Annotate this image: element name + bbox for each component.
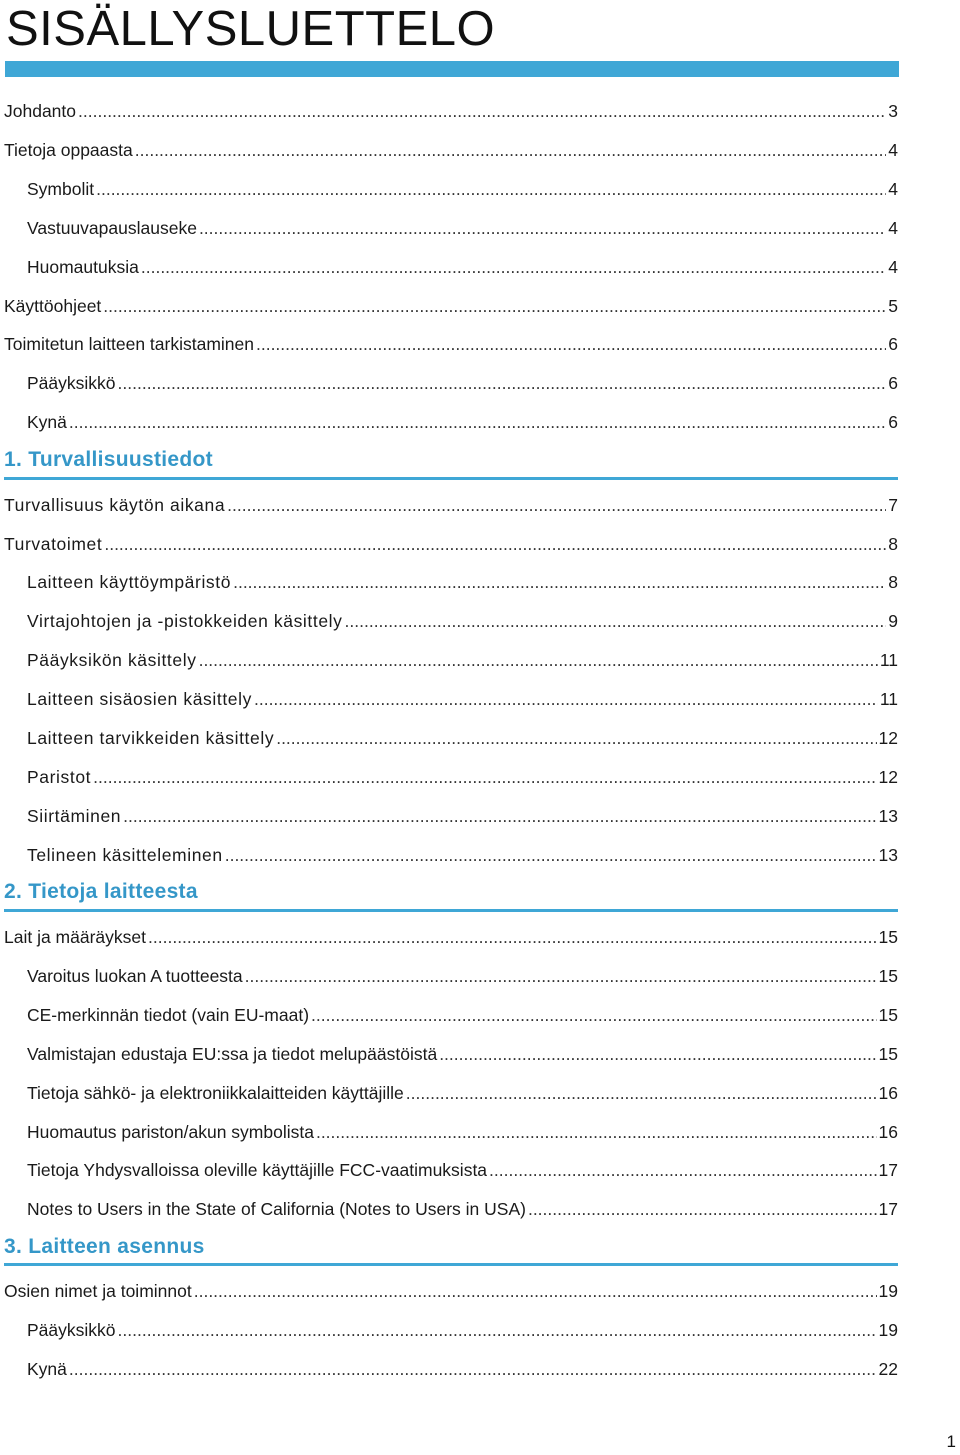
chapter-underline-bar [4, 477, 898, 480]
toc-leader-dots [118, 1317, 877, 1343]
toc-entry-label: Virtajohtojen ja -pistokkeiden käsittely [27, 611, 343, 631]
title-underline-bar [5, 61, 899, 77]
toc-subentry[interactable] [27, 1157, 898, 1183]
chapter-underline-bar [4, 909, 898, 912]
toc-entry-label: Laitteen käyttöympäristö [27, 572, 232, 592]
toc-entry-page: 8 [888, 534, 898, 554]
toc-entry-page: 4 [888, 179, 898, 199]
toc-subentry[interactable] [27, 842, 898, 868]
toc-entry-page: 15 [878, 927, 898, 947]
toc-subentry[interactable] [27, 803, 898, 829]
toc-entry-page: 12 [878, 767, 898, 787]
toc-entry-page: 11 [879, 689, 898, 709]
toc-subentry[interactable] [27, 1317, 898, 1343]
toc-entry-page: 6 [888, 373, 898, 393]
toc-leader-dots [233, 569, 886, 595]
toc-leader-dots [93, 764, 876, 790]
toc-subentry[interactable] [27, 370, 898, 396]
toc-entry[interactable] [4, 293, 898, 319]
toc-entry-label: Symbolit [27, 179, 95, 199]
toc-entry-label: Paristot [27, 767, 92, 787]
toc-entry-page: 4 [888, 140, 898, 160]
toc-entry-label: Lait ja määräykset [4, 927, 147, 947]
toc-leader-dots [489, 1157, 876, 1183]
toc-entry-label: Pääyksikkö [27, 373, 116, 393]
toc-leader-dots [141, 254, 886, 280]
toc-entry[interactable] [4, 331, 898, 357]
toc-subentry[interactable] [27, 215, 898, 241]
toc-entry-label: Tietoja oppaasta [4, 140, 133, 160]
toc-leader-dots [135, 137, 887, 163]
toc-subentry[interactable] [27, 1356, 898, 1382]
toc-entry-label: Kynä [27, 412, 67, 432]
toc-subentry[interactable] [27, 1119, 898, 1145]
toc-entry-page: 12 [878, 728, 898, 748]
toc-entry-label: Pääyksikön käsittely [27, 650, 197, 670]
toc-leader-dots [227, 492, 886, 518]
toc-entry-page: 17 [878, 1160, 898, 1180]
toc-entry-page: 22 [878, 1359, 898, 1379]
toc-leader-dots [118, 370, 887, 396]
toc-leader-dots [103, 293, 886, 319]
toc-subentry[interactable] [27, 254, 898, 280]
toc-leader-dots [123, 803, 876, 829]
toc-subentry[interactable] [27, 1196, 898, 1222]
chapter-heading[interactable]: 1. Turvallisuustiedot [4, 448, 213, 471]
toc-leader-dots [316, 1119, 877, 1145]
toc-entry-label: Laitteen sisäosien käsittely [27, 689, 252, 709]
toc-subentry[interactable] [27, 764, 898, 790]
toc-entry-page: 15 [878, 1005, 898, 1025]
toc-leader-dots [439, 1041, 876, 1067]
toc-leader-dots [148, 924, 877, 950]
toc-entry[interactable] [4, 98, 898, 124]
toc-entry-page: 3 [888, 101, 898, 121]
toc-leader-dots [406, 1080, 877, 1106]
toc-leader-dots [254, 686, 878, 712]
toc-subentry[interactable] [27, 1041, 898, 1067]
chapter-heading[interactable]: 2. Tietoja laitteesta [4, 880, 198, 903]
toc-entry-label: Vastuuvapauslauseke [27, 218, 197, 238]
toc-entry-label: Siirtäminen [27, 806, 122, 826]
toc-leader-dots [199, 647, 878, 673]
toc-leader-dots [225, 842, 877, 868]
toc-entry-label: CE-merkinnän tiedot (vain EU-maat) [27, 1005, 310, 1025]
toc-leader-dots [528, 1196, 877, 1222]
toc-entry-page: 6 [888, 334, 898, 354]
toc-leader-dots [69, 409, 886, 435]
toc-leader-dots [276, 725, 876, 751]
toc-entry-label: Toimitetun laitteen tarkistaminen [4, 334, 254, 354]
toc-entry-page: 8 [888, 572, 898, 592]
toc-entry-page: 16 [878, 1122, 898, 1142]
toc-leader-dots [311, 1002, 876, 1028]
page-title: SISÄLLYSLUETTELO [6, 2, 496, 56]
toc-subentry[interactable] [27, 1080, 898, 1106]
toc-leader-dots [345, 608, 887, 634]
toc-subentry[interactable] [27, 176, 898, 202]
toc-entry-page: 17 [878, 1199, 898, 1219]
toc-entry-page: 4 [888, 218, 898, 238]
toc-entry-page: 6 [888, 412, 898, 432]
toc-leader-dots [104, 531, 886, 557]
toc-entry-label: Kynä [27, 1359, 67, 1379]
toc-subentry[interactable] [27, 647, 898, 673]
toc-leader-dots [194, 1278, 877, 1304]
toc-entry-page: 9 [888, 611, 898, 631]
toc-entry-label: Johdanto [4, 101, 77, 121]
toc-leader-dots [69, 1356, 877, 1382]
toc-entry-label: Pääyksikkö [27, 1320, 116, 1340]
toc-entry[interactable] [4, 492, 898, 518]
toc-entry-label: Tietoja sähkö- ja elektroniikkalaitteiden käyttäjille [27, 1083, 404, 1103]
toc-subentry[interactable] [27, 963, 898, 989]
toc-subentry[interactable] [27, 686, 898, 712]
chapter-heading[interactable]: 3. Laitteen asennus [4, 1235, 205, 1258]
toc-entry-page: 4 [888, 257, 898, 277]
toc-entry-label: Varoitus luokan A tuotteesta [27, 966, 243, 986]
toc-entry-label: Notes to Users in the State of California (Notes to Users in USA) [27, 1199, 526, 1219]
toc-entry-page: 11 [879, 650, 898, 670]
toc-entry-label: Laitteen tarvikkeiden käsittely [27, 728, 275, 748]
toc-subentry[interactable] [27, 569, 898, 595]
toc-entry-label: Käyttöohjeet [4, 296, 102, 316]
toc-leader-dots [78, 98, 886, 124]
toc-entry-label: Turvallisuus käytön aikana [4, 495, 226, 515]
toc-entry-page: 15 [878, 966, 898, 986]
toc-entry-page: 19 [878, 1320, 898, 1340]
toc-entry-label: Valmistajan edustaja EU:ssa ja tiedot melupäästöistä [27, 1044, 438, 1064]
page-number: 1 [946, 1432, 956, 1451]
toc-leader-dots [256, 331, 886, 357]
toc-entry-label: Turvatoimet [4, 534, 103, 554]
toc-leader-dots [199, 215, 886, 241]
toc-entry-page: 13 [878, 806, 898, 826]
toc-entry[interactable] [4, 924, 898, 950]
toc-leader-dots [96, 176, 886, 202]
toc-subentry[interactable] [27, 1002, 898, 1028]
toc-entry-label: Telineen käsitteleminen [27, 845, 223, 865]
toc-entry-page: 15 [878, 1044, 898, 1064]
toc-entry-page: 7 [888, 495, 898, 515]
toc-entry[interactable] [4, 137, 898, 163]
toc-leader-dots [245, 963, 877, 989]
toc-subentry[interactable] [27, 608, 898, 634]
toc-subentry[interactable] [27, 725, 898, 751]
toc-entry-label: Huomautuksia [27, 257, 139, 277]
toc-entry-page: 5 [888, 296, 898, 316]
toc-entry-label: Tietoja Yhdysvalloissa oleville käyttäjille FCC-vaatimuksista [27, 1160, 488, 1180]
toc-entry[interactable] [4, 531, 898, 557]
toc-entry-page: 13 [878, 845, 898, 865]
toc-entry-label: Osien nimet ja toiminnot [4, 1281, 192, 1301]
toc-subentry[interactable] [27, 409, 898, 435]
toc-entry[interactable] [4, 1278, 898, 1304]
toc-entry-page: 19 [878, 1281, 898, 1301]
toc-entry-page: 16 [878, 1083, 898, 1103]
toc-entry-label: Huomautus pariston/akun symbolista [27, 1122, 314, 1142]
chapter-underline-bar [4, 1263, 898, 1266]
